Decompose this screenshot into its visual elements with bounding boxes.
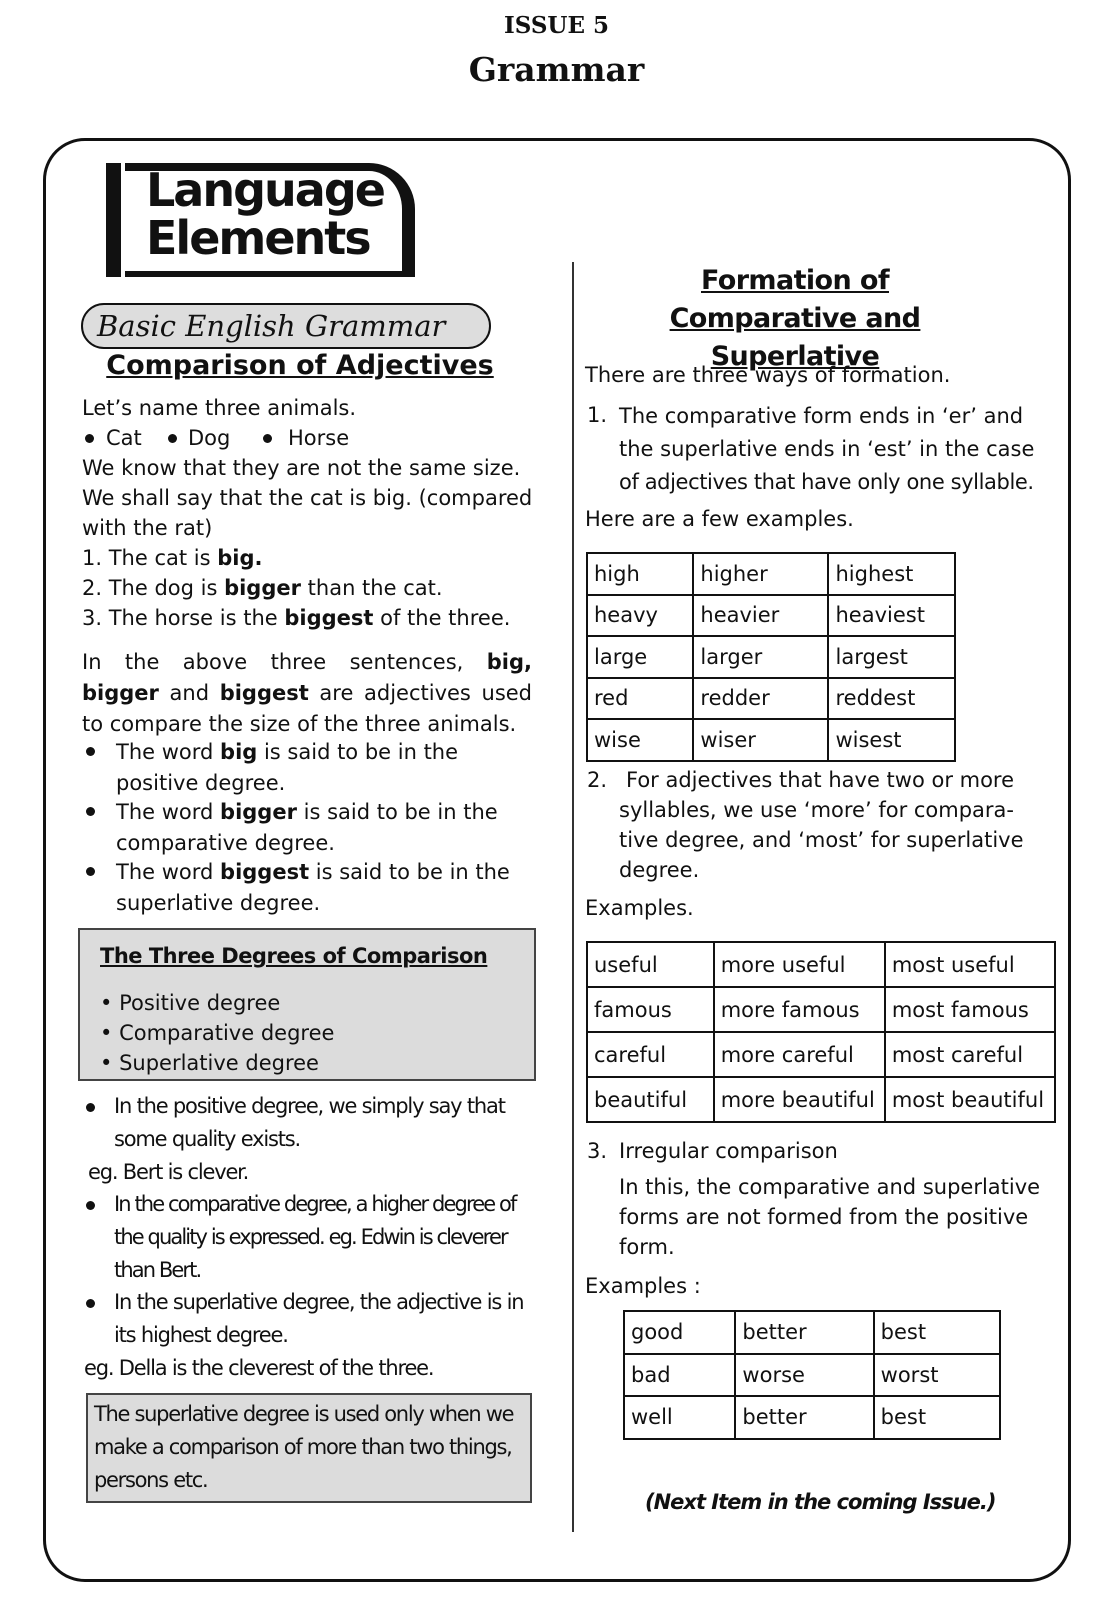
table-row — [587, 636, 955, 678]
big-line-1: We shall say that the cat is big. (compared — [82, 486, 533, 510]
table-row — [587, 553, 955, 595]
example-2: 2. The dog is bigger than the cat. — [82, 576, 443, 600]
left-heading: Comparison of Adjectives — [106, 350, 494, 381]
table-cell: better — [735, 1311, 873, 1354]
comparative-explanation: In the comparative degree, a higher degree of the quality is expressed. eg. Edwin is cleverer than Bert. — [114, 1192, 516, 1282]
rule-2-line-4: degree. — [619, 858, 700, 882]
table-cell: large — [587, 636, 693, 678]
table-cell: wise — [587, 719, 693, 761]
right-heading — [585, 262, 1005, 376]
table-cell: useful — [587, 942, 714, 987]
examples-label-2: Examples. — [585, 896, 694, 920]
rule-2-line-1: For adjectives that have two or more — [626, 768, 1015, 792]
table-cell: larger — [693, 636, 828, 678]
degree-positive: The word big is said to be in the positive degree. — [116, 740, 459, 795]
ways-intro: There are three ways of formation. — [585, 363, 951, 387]
table-cell: more careful — [714, 1032, 885, 1077]
table-cell: well — [624, 1396, 735, 1439]
multi-syllable-table — [586, 941, 1056, 1123]
bullet-icon — [86, 867, 95, 876]
right-heading-line-2: Comparative and Superlative — [669, 303, 921, 372]
table-cell: beautiful — [587, 1077, 714, 1122]
table-row — [587, 1077, 1055, 1122]
rule-3-line-3: form. — [619, 1235, 675, 1259]
table-cell: bad — [624, 1354, 735, 1397]
bullet-icon — [86, 1201, 95, 1210]
next-issue-note: (Next Item in the coming Issue.) — [645, 1490, 996, 1514]
issue-number: ISSUE 5 — [503, 12, 610, 39]
table-cell: careful — [587, 1032, 714, 1077]
rule-1-text: The comparative form ends in ‘er’ and the superlative ends in ‘est’ in the case of adjectives that have only one syllable. — [619, 404, 1035, 494]
table-cell: heaviest — [828, 595, 955, 637]
table-cell: best — [874, 1311, 1000, 1354]
table-cell: good — [624, 1311, 735, 1354]
series-title: Basic English Grammar — [81, 303, 491, 349]
section-logo — [146, 163, 384, 265]
table-cell: most careful — [885, 1032, 1055, 1077]
rule-2-line-3: tive degree, and ‘most’ for superlative — [619, 828, 1024, 852]
bullet-icon — [263, 434, 272, 443]
table-row — [587, 719, 955, 761]
table-cell: wiser — [693, 719, 828, 761]
logo-line-2: Elements — [146, 211, 370, 265]
table-cell: more useful — [714, 942, 885, 987]
table-cell: most beautiful — [885, 1077, 1055, 1122]
table-cell: heavy — [587, 595, 693, 637]
rule-3-number: 3. — [587, 1139, 608, 1163]
animal-horse: Horse — [288, 426, 350, 450]
degrees-box — [78, 928, 536, 1081]
rule-2-line-2: syllables, we use ‘more’ for compara- — [619, 798, 1015, 822]
table-cell: reddest — [828, 678, 955, 720]
positive-explanation: In the positive degree, we simply say that some quality exists. — [114, 1094, 505, 1151]
bullet-icon — [86, 1103, 95, 1112]
table-row — [624, 1354, 1000, 1397]
table-row — [587, 1032, 1055, 1077]
bullet-icon — [86, 747, 95, 756]
box-item-comparative: • Comparative degree — [100, 1021, 335, 1045]
table-row — [624, 1311, 1000, 1354]
superlative-example: eg. Della is the cleverest of the three. — [84, 1356, 434, 1380]
table-cell: red — [587, 678, 693, 720]
note-text: The superlative degree is used only when we make a comparison of more than two things, persons etc. — [94, 1402, 514, 1492]
table-cell: famous — [587, 987, 714, 1032]
page-title: Grammar — [468, 50, 645, 89]
table-cell: redder — [693, 678, 828, 720]
table-cell: better — [735, 1396, 873, 1439]
degree-comparative: The word bigger is said to be in the comparative degree. — [116, 800, 498, 855]
table-row — [587, 678, 955, 720]
degrees-box-title: The Three Degrees of Comparison — [100, 944, 488, 968]
bullet-icon — [168, 434, 177, 443]
table-cell: highest — [828, 553, 955, 595]
table-row — [587, 987, 1055, 1032]
animal-cat: Cat — [106, 426, 142, 450]
examples-label-1: Here are a few examples. — [585, 507, 854, 531]
positive-example: eg. Bert is clever. — [88, 1160, 249, 1184]
superlative-explanation: In the superlative degree, the adjective is in its highest degree. — [114, 1290, 524, 1347]
irregular-table — [623, 1310, 1001, 1440]
rule-2-number: 2. — [587, 768, 608, 792]
big-line-2: with the rat) — [82, 516, 213, 540]
rule-3-title: Irregular comparison — [619, 1139, 838, 1163]
table-cell: higher — [693, 553, 828, 595]
table-cell: best — [874, 1396, 1000, 1439]
table-cell: heavier — [693, 595, 828, 637]
table-row — [624, 1396, 1000, 1439]
example-3: 3. The horse is the biggest of the three. — [82, 606, 511, 630]
animal-dog: Dog — [188, 426, 231, 450]
box-item-superlative: • Superlative degree — [100, 1051, 319, 1075]
rule-1-number: 1. — [587, 403, 608, 427]
bullet-icon — [86, 1299, 95, 1308]
table-cell: most useful — [885, 942, 1055, 987]
right-heading-line-1: Formation of — [701, 265, 889, 296]
table-cell: worst — [874, 1354, 1000, 1397]
logo-bar — [106, 163, 121, 277]
rule-3-line-1: In this, the comparative and superlative — [619, 1175, 1041, 1199]
column-divider — [572, 262, 574, 1532]
note-box — [86, 1393, 532, 1503]
size-line: We know that they are not the same size. — [82, 456, 521, 480]
table-cell: more beautiful — [714, 1077, 885, 1122]
example-1: 1. The cat is big. — [82, 546, 263, 570]
degree-superlative: The word biggest is said to be in the superlative degree. — [116, 860, 510, 915]
table-cell: wisest — [828, 719, 955, 761]
rule-3-line-2: forms are not formed from the positive — [619, 1205, 1029, 1229]
one-syllable-table — [586, 552, 956, 762]
table-cell: more famous — [714, 987, 885, 1032]
table-row — [587, 595, 955, 637]
table-row — [587, 942, 1055, 987]
table-cell: worse — [735, 1354, 873, 1397]
table-cell: largest — [828, 636, 955, 678]
bullet-icon — [85, 434, 94, 443]
logo-line-1: Language — [146, 163, 384, 217]
table-cell: most famous — [885, 987, 1055, 1032]
table-cell: high — [587, 553, 693, 595]
intro-line: Let’s name three animals. — [82, 396, 357, 420]
above-paragraph: In the above three sentences, big, bigger and biggest are adjectives used to compare the size of the three animals. — [82, 650, 533, 736]
bullet-icon — [86, 807, 95, 816]
examples-label-3: Examples : — [585, 1274, 701, 1298]
box-item-positive: • Positive degree — [100, 991, 281, 1015]
